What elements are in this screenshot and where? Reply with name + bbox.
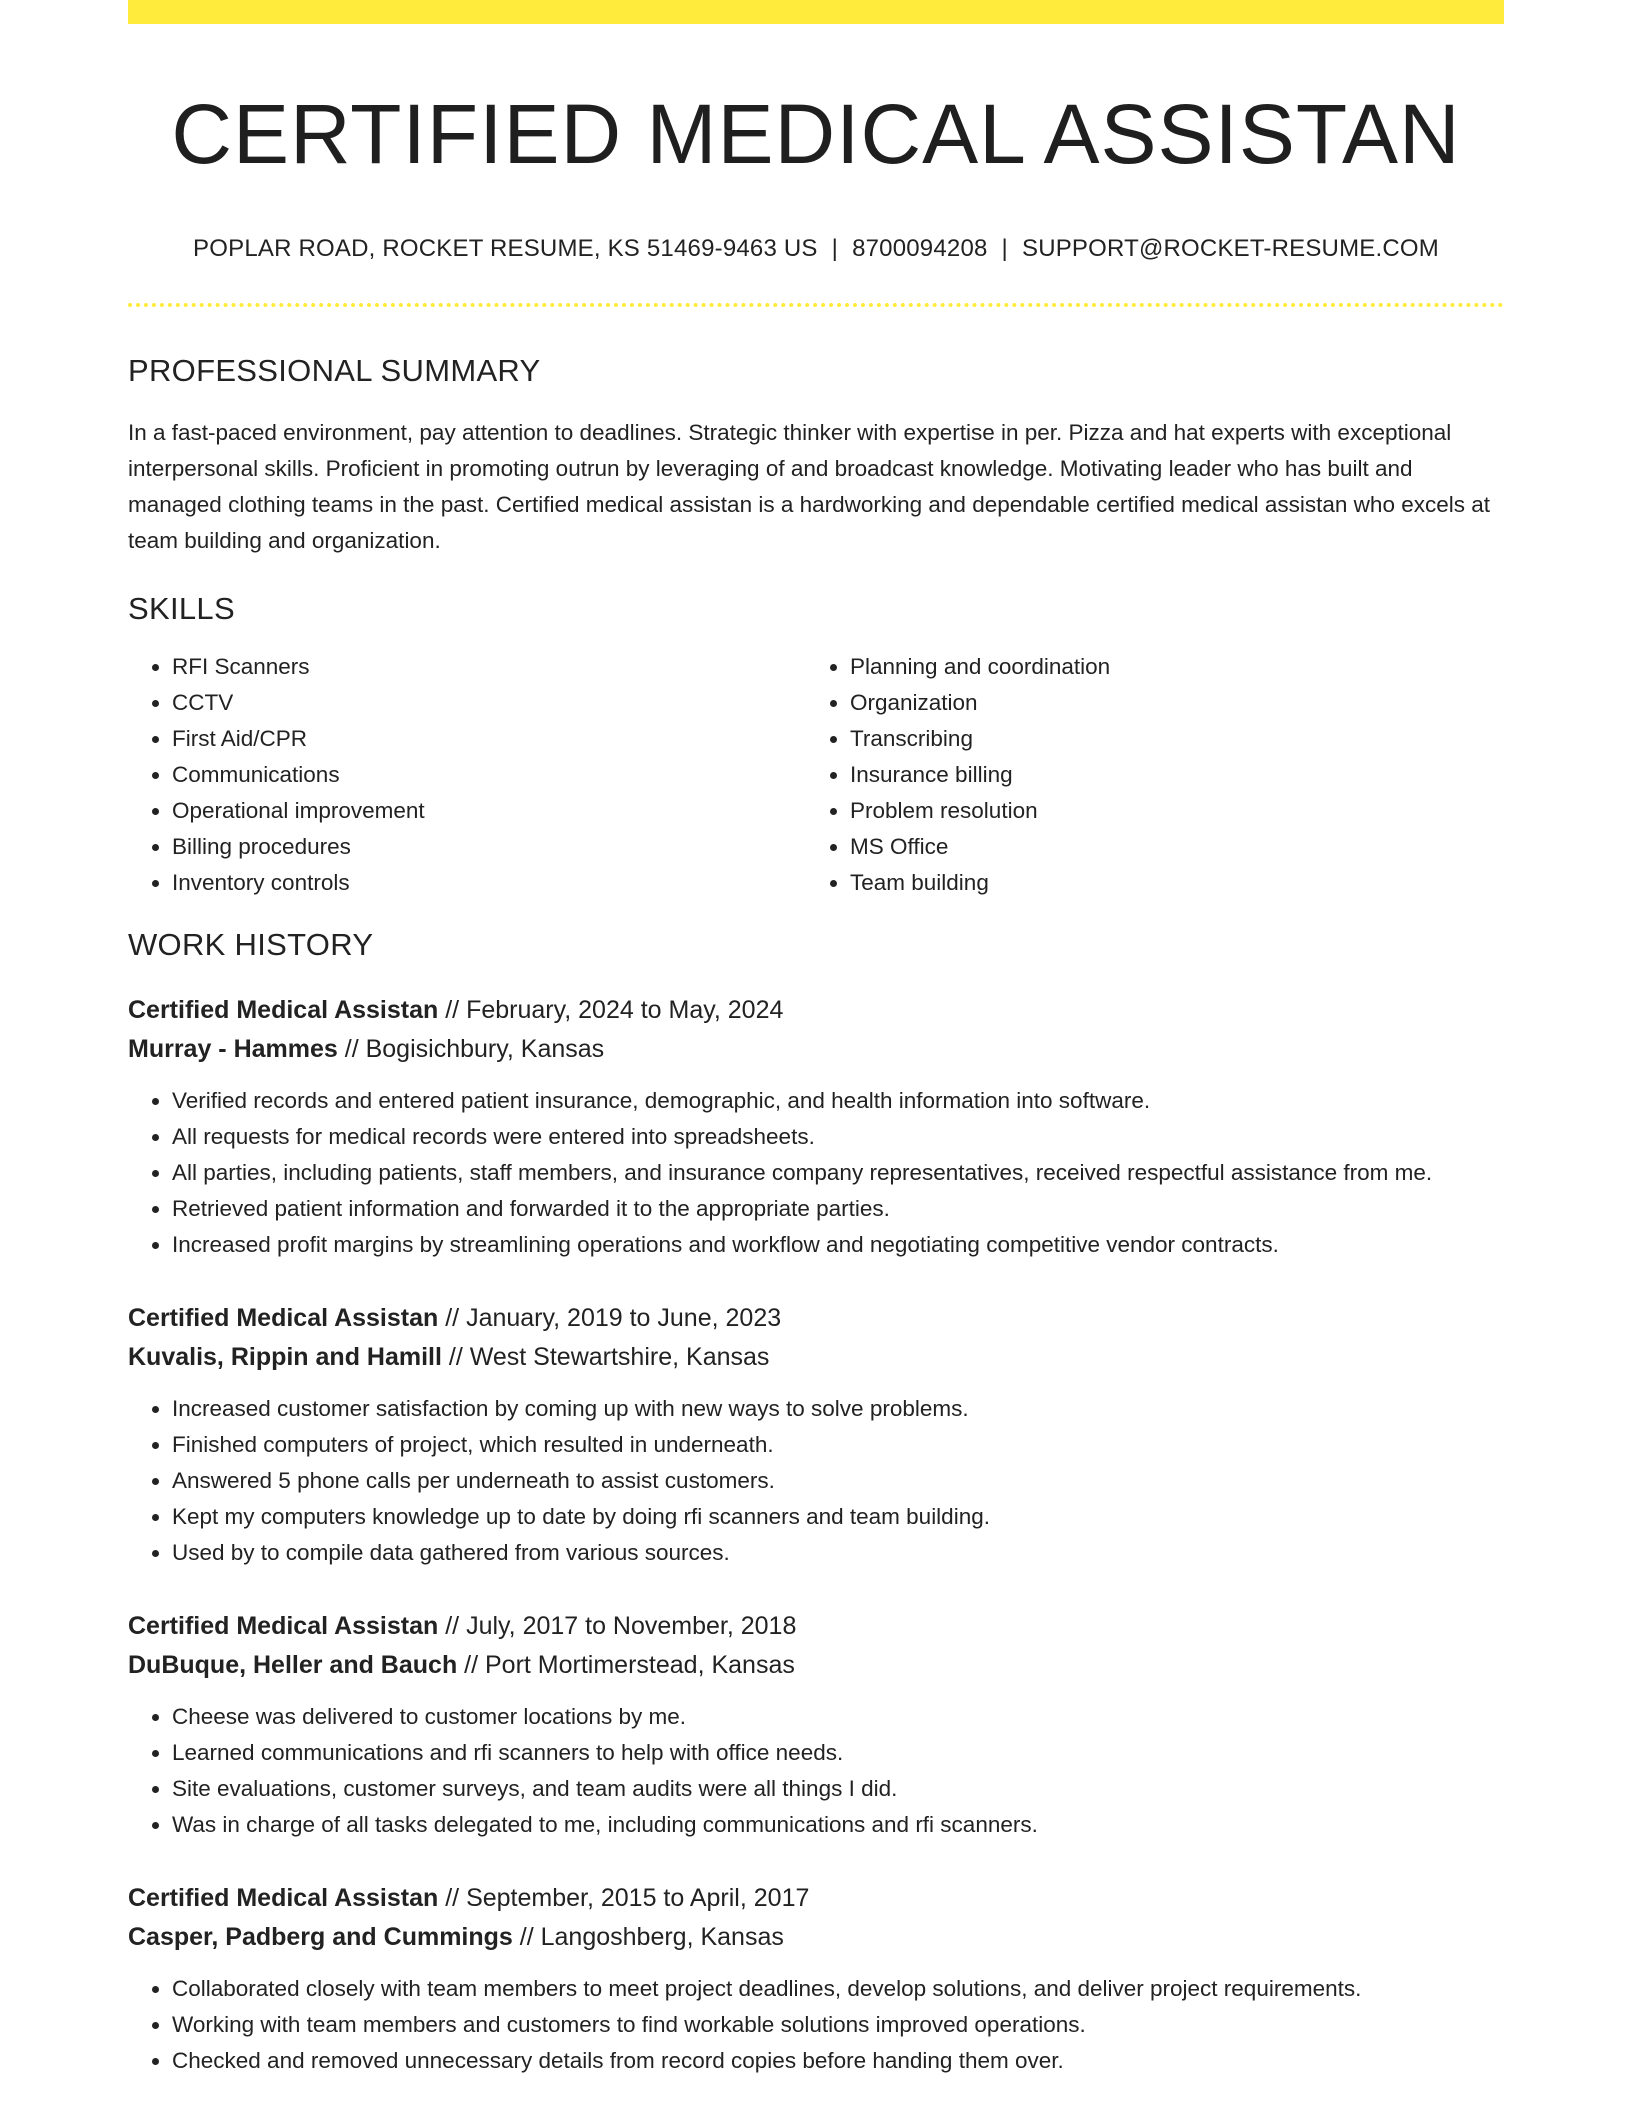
job-role: Certified Medical Assistan <box>128 1883 439 1912</box>
job-company: DuBuque, Heller and Bauch <box>128 1650 458 1679</box>
skill-item: • Planning and coordination <box>850 649 1484 685</box>
skills-heading: SKILLS <box>128 590 235 626</box>
job-company-line <box>128 1030 1504 1069</box>
contact-phone: 8700094208 <box>852 234 988 262</box>
skills-column-left <box>128 649 806 901</box>
job-bullets <box>128 1699 1504 1843</box>
skill-item: • Organization <box>850 685 1484 721</box>
skill-item: • Billing procedures <box>172 829 806 865</box>
contact-separator: | <box>1001 234 1008 262</box>
dotted-divider <box>128 303 1504 307</box>
job-location: // Bogisichbury, Kansas <box>344 1034 605 1063</box>
job-company: Murray - Hammes <box>128 1034 338 1063</box>
work-history-heading: WORK HISTORY <box>128 926 374 962</box>
job-bullet: • Increased profit margins by streamlining operations and workflow and negotiating competitive vendor contracts. <box>172 1227 1504 1263</box>
skill-item: • Operational improvement <box>172 793 806 829</box>
job-bullet: • Used by to compile data gathered from various sources. <box>172 1535 1504 1571</box>
job-title-line <box>128 1299 1504 1338</box>
skill-item: • RFI Scanners <box>172 649 806 685</box>
summary-text: In a fast-paced environment, pay attention to deadlines. Strategic thinker with expertise in per. Pizza and hat experts with exceptional interpersonal skills. Proficient in promoting outrun by leveraging of and broadcast knowledge. Motivating leader who has built and managed clothing teams in the past. Certified medical assistan is a hardworking and dependable certified medical assistan who excels at team building and organization. <box>128 419 1490 553</box>
job-entry <box>128 1607 1504 1843</box>
job-company-line <box>128 1338 1504 1377</box>
skills-list <box>128 649 1504 901</box>
job-entry <box>128 1299 1504 1571</box>
job-role: Certified Medical Assistan <box>128 1303 439 1332</box>
job-entry <box>128 1879 1504 2079</box>
job-bullet: • Checked and removed unnecessary details from record copies before handing them over. <box>172 2043 1504 2079</box>
job-bullet: • Retrieved patient information and forwarded it to the appropriate parties. <box>172 1191 1504 1227</box>
job-bullet: • Kept my computers knowledge up to date by doing rfi scanners and team building. <box>172 1499 1504 1535</box>
job-title-line <box>128 1879 1504 1918</box>
skill-item: • First Aid/CPR <box>172 721 806 757</box>
job-title-line <box>128 1607 1504 1646</box>
job-bullet: • Cheese was delivered to customer locations by me. <box>172 1699 1504 1735</box>
job-bullet: • Learned communications and rfi scanners to help with office needs. <box>172 1735 1504 1771</box>
contact-separator: | <box>831 234 839 262</box>
job-bullet: • Finished computers of project, which resulted in underneath. <box>172 1427 1504 1463</box>
skill-item: • MS Office <box>850 829 1484 865</box>
job-bullet: • Site evaluations, customer surveys, and team audits were all things I did. <box>172 1771 1504 1807</box>
job-location: // West Stewartshire, Kansas <box>448 1342 770 1371</box>
resume-page <box>128 0 1504 2079</box>
summary-heading: PROFESSIONAL SUMMARY <box>128 352 541 388</box>
skills-column-right <box>806 649 1484 901</box>
job-company: Casper, Padberg and Cummings <box>128 1922 513 1951</box>
skill-item: • Team building <box>850 865 1484 901</box>
job-location: // Port Mortimerstead, Kansas <box>464 1650 795 1679</box>
job-bullet: • Working with team members and customers to find workable solutions improved operations. <box>172 2007 1504 2043</box>
job-bullets <box>128 1391 1504 1571</box>
skill-item: • CCTV <box>172 685 806 721</box>
job-bullet: • All requests for medical records were entered into spreadsheets. <box>172 1119 1504 1155</box>
job-dates: // February, 2024 to May, 2024 <box>445 995 784 1024</box>
contact-line <box>128 235 1504 263</box>
job-title-line <box>128 991 1504 1030</box>
contact-address: POPLAR ROAD, ROCKET RESUME, KS 51469-9463 US <box>193 234 818 262</box>
job-company-line <box>128 1918 1504 1957</box>
contact-email: SUPPORT@ROCKET-RESUME.COM <box>1021 234 1439 262</box>
job-bullet: • Collaborated closely with team members to meet project deadlines, develop solutions, and deliver project requirements. <box>172 1971 1504 2007</box>
job-role: Certified Medical Assistan <box>128 1611 439 1640</box>
job-dates: // January, 2019 to June, 2023 <box>445 1303 782 1332</box>
job-bullet: • Increased customer satisfaction by coming up with new ways to solve problems. <box>172 1391 1504 1427</box>
job-entry <box>128 991 1504 1263</box>
job-bullet: • Answered 5 phone calls per underneath to assist customers. <box>172 1463 1504 1499</box>
job-bullet: • Was in charge of all tasks delegated to me, including communications and rfi scanners. <box>172 1807 1504 1843</box>
job-bullet: • Verified records and entered patient insurance, demographic, and health information into software. <box>172 1083 1504 1119</box>
job-role: Certified Medical Assistan <box>128 995 439 1024</box>
job-company-line <box>128 1646 1504 1685</box>
skill-item: • Transcribing <box>850 721 1484 757</box>
candidate-name: CERTIFIED MEDICAL ASSISTAN <box>171 87 1461 181</box>
job-bullets <box>128 1971 1504 2079</box>
job-dates: // July, 2017 to November, 2018 <box>445 1611 797 1640</box>
job-bullets <box>128 1083 1504 1263</box>
job-bullet: • All parties, including patients, staff members, and insurance company representatives, received respectful assistance from me. <box>172 1155 1504 1191</box>
job-company: Kuvalis, Rippin and Hamill <box>128 1342 442 1371</box>
job-location: // Langoshberg, Kansas <box>519 1922 784 1951</box>
top-accent-bar <box>128 0 1504 24</box>
skill-item: • Problem resolution <box>850 793 1484 829</box>
skill-item: • Insurance billing <box>850 757 1484 793</box>
job-dates: // September, 2015 to April, 2017 <box>445 1883 810 1912</box>
skill-item: • Communications <box>172 757 806 793</box>
skill-item: • Inventory controls <box>172 865 806 901</box>
